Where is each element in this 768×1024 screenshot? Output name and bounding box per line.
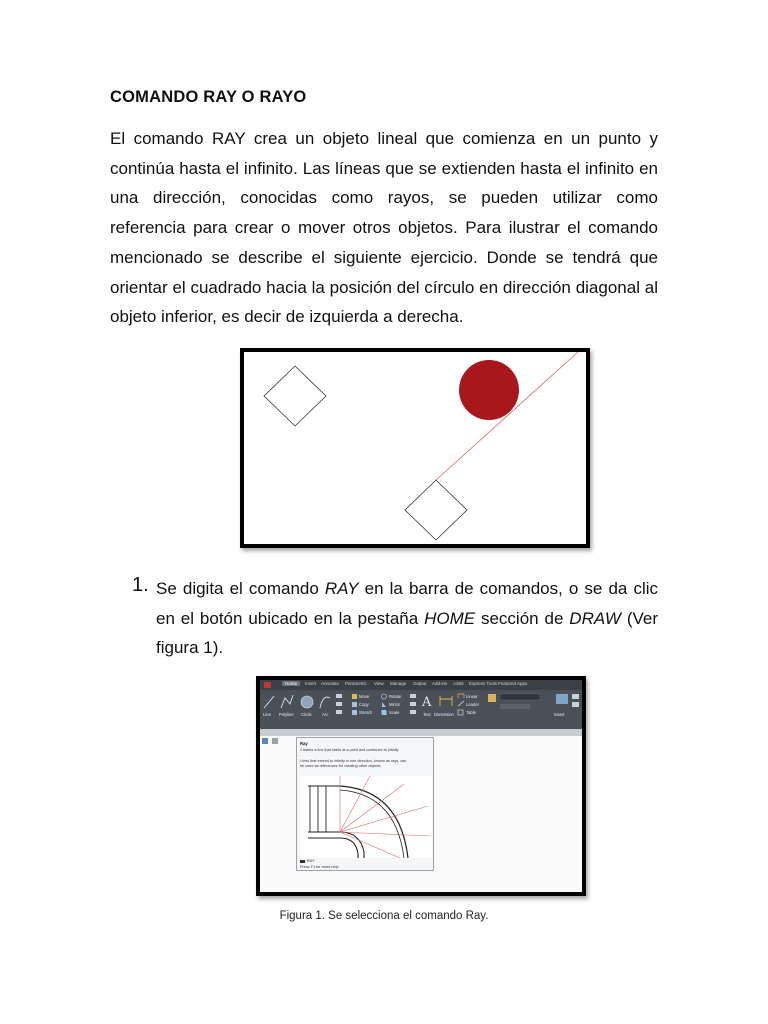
text-tool-icon[interactable]: A xyxy=(422,695,432,710)
tab-express-tools[interactable]: Express Tools xyxy=(469,681,497,686)
move-button-label[interactable]: Move xyxy=(359,694,370,699)
circle-button-label[interactable]: Circle xyxy=(301,712,312,717)
copy-icon[interactable] xyxy=(352,702,357,707)
tab-manage[interactable]: Manage xyxy=(390,681,407,686)
dimension-button-label[interactable]: Dimension xyxy=(434,712,454,717)
scale-button-label[interactable]: Scale xyxy=(389,710,400,715)
ribbon-icons xyxy=(260,690,582,732)
text-button-label[interactable]: Text xyxy=(423,712,431,717)
autocad-screenshot xyxy=(256,676,586,896)
lower-diamond xyxy=(405,480,467,540)
step-text-part: (Ver figura 1). xyxy=(156,608,659,657)
viewport-control-icon[interactable] xyxy=(262,738,268,744)
draw-more-icon[interactable] xyxy=(336,694,342,698)
rotate-icon[interactable] xyxy=(382,694,387,699)
step-text-part: Se digita el comando xyxy=(156,579,325,598)
tooltip-help: Press F1 for more help xyxy=(300,865,339,869)
trim-icon[interactable] xyxy=(410,694,416,698)
tab-addins[interactable]: Add-ins xyxy=(432,681,448,686)
linear-icon[interactable] xyxy=(458,694,464,698)
mirror-button-label[interactable]: Mirror xyxy=(389,702,400,707)
copy-button-label[interactable]: Copy xyxy=(359,702,369,707)
tooltip-command: RAY xyxy=(307,859,315,863)
section-heading: COMANDO RAY O RAYO xyxy=(110,88,307,106)
rotate-button-label[interactable]: Rotate xyxy=(389,694,402,699)
intro-paragraph: El comando RAY crea un objeto lineal que comienza en un punto y continúa hasta el infinito. Las líneas que se extienden hasta el infinito en una dirección, conocidas como rayos, se pueden utilizar como referencia para crear o mover otros objetos. Para ilustrar el comando mencionado se describe el siguiente ejercicio. Donde se tendrá que orientar el cuadrado hacia la posición del círculo en dirección diagonal al objeto inferior, es decir de izquierda a derecha. xyxy=(110,129,658,327)
stretch-icon[interactable] xyxy=(352,710,357,715)
circle-tool-icon[interactable] xyxy=(301,696,313,708)
draw-hatch-icon[interactable] xyxy=(336,702,342,706)
step-command-name: RAY xyxy=(324,579,359,598)
tab-insert[interactable]: Insert xyxy=(305,681,317,686)
step-tab-name: HOME xyxy=(424,608,476,628)
ray-example-figure xyxy=(240,348,590,548)
table-icon[interactable] xyxy=(458,710,463,715)
step-section-name: DRAW xyxy=(569,608,621,628)
arc-button-label[interactable]: Arc xyxy=(322,712,329,717)
tooltip-description-line1: Lines that extend to infinity in one direction, known as rays, can xyxy=(300,759,407,763)
line-tool-icon[interactable] xyxy=(264,696,274,708)
step-text xyxy=(156,574,658,663)
insert-block-icon[interactable] xyxy=(556,694,568,704)
polyline-tool-icon[interactable] xyxy=(281,695,293,708)
tab-parametric[interactable]: Parametric xyxy=(345,681,367,686)
tooltip-description-line2: be used as references for creating other objects. xyxy=(300,764,382,768)
illustration-background xyxy=(300,776,432,858)
draw-region-icon[interactable] xyxy=(336,710,342,714)
view-cube-icon[interactable] xyxy=(272,738,278,744)
step-text-part: en la barra de comandos, o se da clic en el botón ubicado en la pestaña xyxy=(156,579,658,628)
leader-icon[interactable] xyxy=(458,701,464,706)
linear-button-label[interactable]: Linear xyxy=(466,694,478,699)
block-edit-icon[interactable] xyxy=(572,702,579,707)
layer-dropdown[interactable] xyxy=(500,694,540,700)
layer-tools-icon[interactable] xyxy=(500,704,530,709)
arc-tool-icon[interactable] xyxy=(320,697,330,708)
stretch-button-label[interactable]: Stretch xyxy=(359,710,373,715)
table-button-label[interactable]: Table xyxy=(466,710,477,715)
upper-diamond xyxy=(264,366,326,426)
ray-example-drawing xyxy=(244,352,586,544)
tooltip-illustration xyxy=(300,776,432,858)
tab-output[interactable]: Output xyxy=(413,681,427,686)
move-icon[interactable] xyxy=(352,694,357,699)
line-button-label[interactable]: Line xyxy=(263,712,271,717)
red-circle xyxy=(459,360,519,420)
insert-button-label[interactable]: Insert xyxy=(554,712,565,717)
tooltip-title: Ray xyxy=(300,741,308,746)
ribbon-tab-bar xyxy=(260,680,582,690)
block-create-icon[interactable] xyxy=(572,694,579,699)
layer-properties-icon[interactable] xyxy=(488,694,496,702)
tab-view[interactable]: View xyxy=(374,681,384,686)
step-text-part: sección de xyxy=(475,608,570,628)
tab-a360[interactable]: A360 xyxy=(453,681,464,686)
fillet-icon[interactable] xyxy=(410,702,416,706)
step-number: 1. xyxy=(132,574,149,596)
mirror-icon[interactable] xyxy=(382,702,386,707)
figure-caption: Figura 1. Se selecciona el comando Ray. xyxy=(279,910,489,922)
tab-featured-apps[interactable]: Featured Apps xyxy=(498,681,528,686)
tab-home[interactable]: Home xyxy=(282,681,300,686)
ray-tooltip xyxy=(296,737,434,871)
scale-icon[interactable] xyxy=(382,710,387,715)
leader-button-label[interactable]: Leader xyxy=(466,702,480,707)
polyline-button-label[interactable]: Polyline xyxy=(279,712,294,717)
tab-annotate[interactable]: Annotate xyxy=(321,681,340,686)
drawing-tab-bar xyxy=(260,729,582,736)
array-icon[interactable] xyxy=(410,710,416,714)
tooltip-summary: Creates a line that starts at a point and continues to infinity xyxy=(300,748,399,752)
dimension-tool-icon[interactable] xyxy=(440,696,452,706)
ribbon-home xyxy=(260,690,582,732)
command-icon xyxy=(300,860,305,863)
app-menu-icon[interactable] xyxy=(264,682,271,688)
